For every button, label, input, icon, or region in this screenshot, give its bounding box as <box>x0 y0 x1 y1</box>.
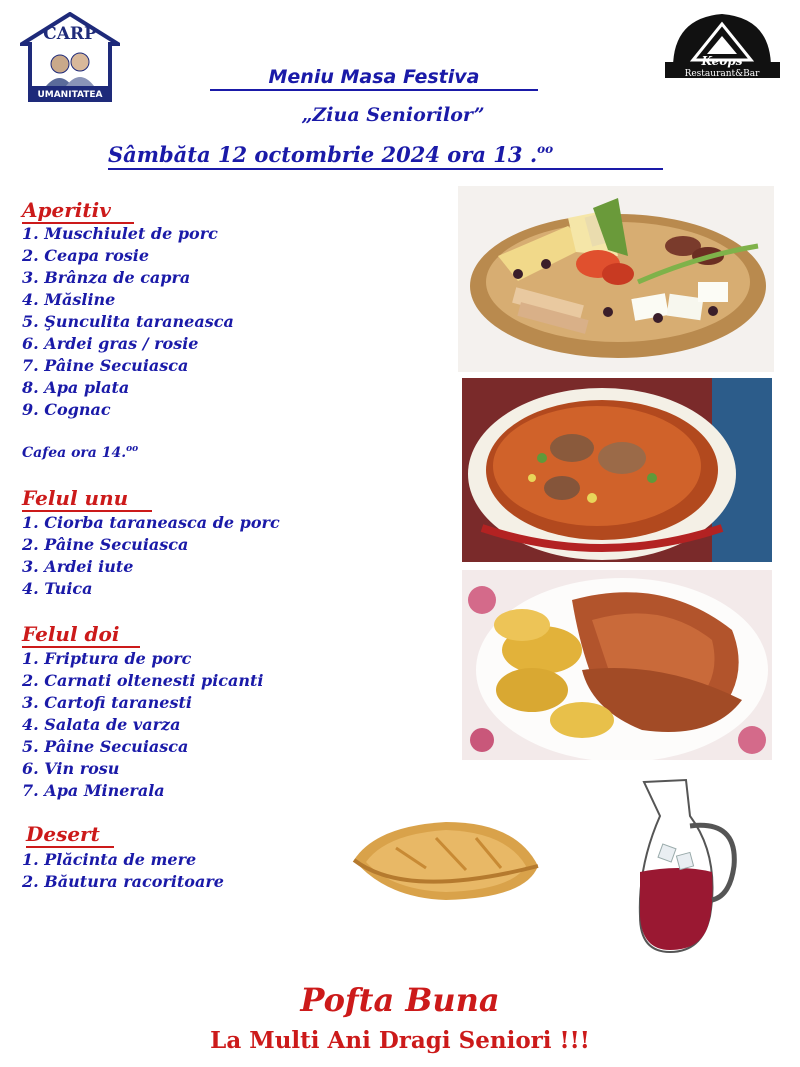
list-item: 3. Brânza de capra <box>22 268 191 287</box>
list-item: 1. Ciorba taraneasca de porc <box>22 513 280 532</box>
list-item: 9. Cognac <box>22 400 111 419</box>
section-title-felul-doi: Felul doi <box>22 622 140 648</box>
appetizer-platter-image <box>458 186 774 372</box>
carp-logo <box>20 12 120 104</box>
list-item: 1. Muschiulet de porc <box>22 224 218 243</box>
section-title-felul-unu: Felul unu <box>22 486 152 512</box>
list-item: 4. Salata de varza <box>22 715 181 734</box>
coffee-note <box>22 444 138 461</box>
list-item: 3. Ardei iute <box>22 557 134 576</box>
keops-logo <box>665 10 780 78</box>
list-item: 7. Pâine Secuiasca <box>22 356 189 375</box>
list-item: 3. Cartofi taranesti <box>22 693 192 712</box>
list-item: 5. Pâine Secuiasca <box>22 737 189 756</box>
umanitatea-logo-text: UMANITATEA <box>37 90 103 100</box>
aperitiv-list <box>22 223 234 421</box>
felul-doi-list <box>22 648 264 802</box>
list-item: 2. Carnati oltenesti picanti <box>22 671 264 690</box>
list-item: 5. Şunculita taraneasca <box>22 312 234 331</box>
list-item: 6. Ardei gras / rosie <box>22 334 199 353</box>
event-date <box>108 136 663 170</box>
event-subtitle: „Ziua Seniorilor” <box>301 104 485 126</box>
carp-logo-text: CARP <box>43 24 97 44</box>
coffee-note-text: Cafea ora 14. <box>22 445 127 461</box>
menu-title: Meniu Masa Festiva <box>210 66 538 91</box>
section-title-aperitiv: Aperitiv <box>22 198 134 224</box>
desert-list <box>22 849 224 893</box>
closing-wish: La Multi Ani Dragi Seniori !!! <box>210 1027 590 1054</box>
apple-pie-image <box>346 808 546 908</box>
list-item: 6. Vin rosu <box>22 759 120 778</box>
list-item: 2. Băutura racoritoare <box>22 872 224 891</box>
felul-unu-list <box>22 512 280 600</box>
event-date-text: Sâmbăta 12 octombrie 2024 ora 13 . <box>108 142 538 167</box>
event-date-sup: oo <box>537 142 554 156</box>
keops-logo-text: Keops <box>701 54 743 68</box>
list-item: 2. Ceapa rosie <box>22 246 150 265</box>
list-item: 2. Pâine Secuiasca <box>22 535 189 554</box>
list-item: 4. Tuica <box>22 579 93 598</box>
juice-pitcher-image <box>630 776 750 956</box>
closing-greeting: Pofta Buna <box>300 981 500 1019</box>
roast-pork-image <box>462 570 772 760</box>
list-item: 1. Friptura de porc <box>22 649 192 668</box>
list-item: 4. Măsline <box>22 290 116 309</box>
soup-bowl-image <box>462 378 772 562</box>
list-item: 1. Plăcinta de mere <box>22 850 197 869</box>
coffee-note-sup: oo <box>126 444 139 454</box>
list-item: 7. Apa Minerala <box>22 781 165 800</box>
restaurant-bar-text: Restaurant&Bar <box>684 69 760 78</box>
list-item: 8. Apa plata <box>22 378 130 397</box>
section-title-desert: Desert <box>26 822 114 848</box>
